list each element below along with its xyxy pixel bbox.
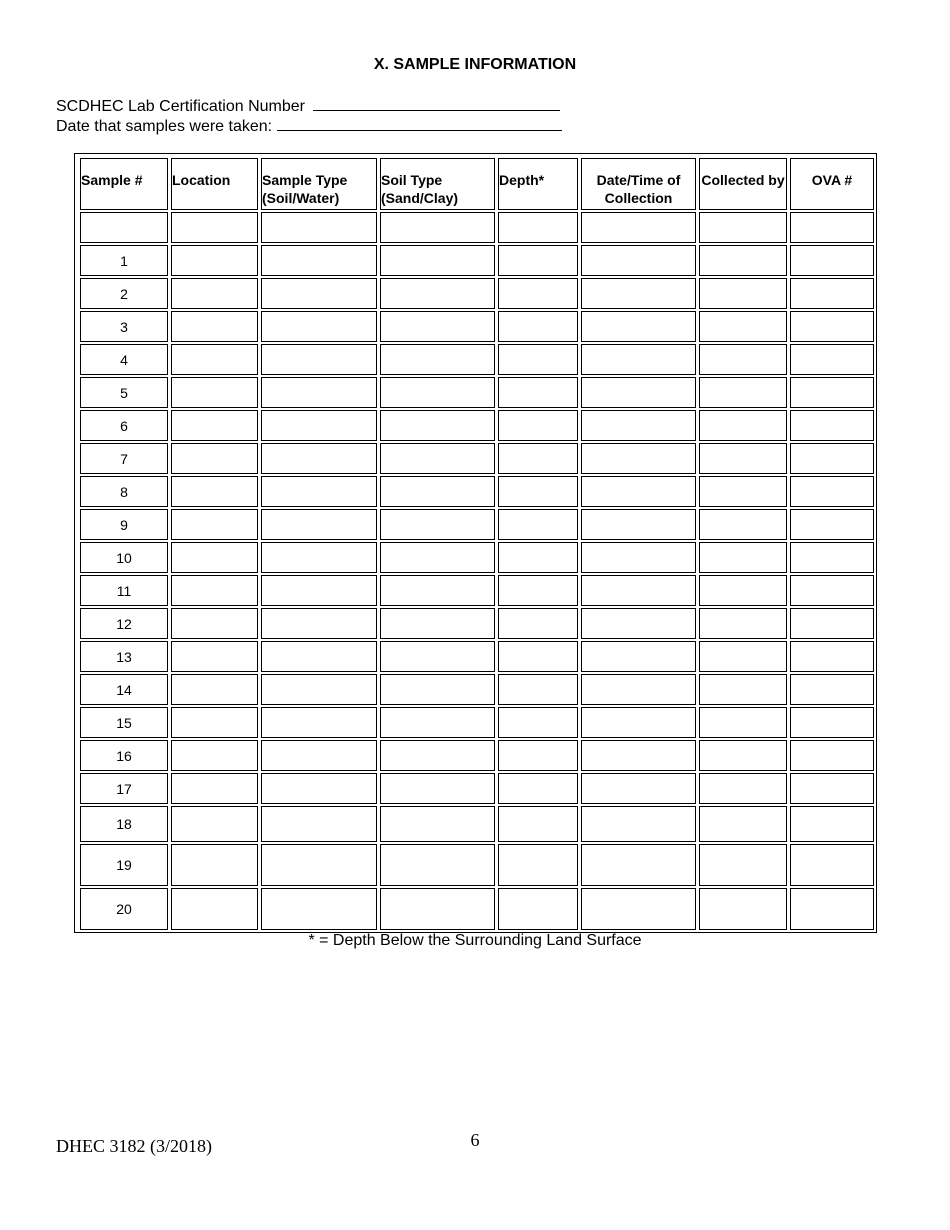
soil-type-cell[interactable] [380, 443, 495, 474]
ova-cell[interactable] [790, 707, 874, 738]
depth-cell[interactable] [498, 542, 578, 573]
collected-by-cell[interactable] [699, 377, 787, 408]
table-row [80, 888, 874, 930]
sample-number-cell[interactable]: 6 [80, 410, 168, 441]
depth-cell[interactable] [498, 509, 578, 540]
sample-type-cell[interactable] [261, 740, 377, 771]
soil-type-cell[interactable] [380, 410, 495, 441]
sample-type-cell[interactable] [261, 806, 377, 842]
ova-cell[interactable] [790, 509, 874, 540]
location-cell[interactable] [171, 212, 258, 243]
ova-cell[interactable] [790, 806, 874, 842]
sample-type-cell[interactable] [261, 278, 377, 309]
location-cell[interactable] [171, 311, 258, 342]
datetime-cell[interactable] [581, 476, 696, 507]
location-cell[interactable] [171, 443, 258, 474]
location-cell[interactable] [171, 844, 258, 886]
sample-number-cell[interactable]: 2 [80, 278, 168, 309]
sample-table-frame [74, 153, 877, 933]
depth-footnote: * = Depth Below the Surrounding Land Surface [308, 932, 642, 949]
location-cell[interactable] [171, 245, 258, 276]
collected-by-cell[interactable] [699, 806, 787, 842]
cert-number-blank[interactable] [313, 95, 560, 111]
depth-cell[interactable] [498, 608, 578, 639]
header-sample: Sample # [80, 158, 168, 210]
sample-date-label: Date that samples were taken: [56, 118, 273, 135]
datetime-cell[interactable] [581, 377, 696, 408]
soil-type-cell[interactable] [380, 377, 495, 408]
soil-type-cell[interactable] [380, 542, 495, 573]
sample-type-cell[interactable] [261, 476, 377, 507]
sample-type-cell[interactable] [261, 888, 377, 930]
depth-cell[interactable] [498, 476, 578, 507]
table-row [80, 245, 874, 276]
header-depth: Depth* [498, 158, 578, 210]
datetime-cell[interactable] [581, 410, 696, 441]
sample-type-cell[interactable] [261, 212, 377, 243]
datetime-cell[interactable] [581, 278, 696, 309]
ova-cell[interactable] [790, 245, 874, 276]
sample-type-cell[interactable] [261, 509, 377, 540]
ova-cell[interactable] [790, 476, 874, 507]
depth-cell[interactable] [498, 740, 578, 771]
location-cell[interactable] [171, 476, 258, 507]
sample-type-cell[interactable] [261, 344, 377, 375]
soil-type-cell[interactable] [380, 806, 495, 842]
location-cell[interactable] [171, 344, 258, 375]
soil-type-cell[interactable] [380, 674, 495, 705]
soil-type-cell[interactable] [380, 311, 495, 342]
table-row [80, 674, 874, 705]
collected-by-cell[interactable] [699, 674, 787, 705]
page-number: 6 [470, 1130, 480, 1150]
table-row [80, 509, 874, 540]
sample-type-cell[interactable] [261, 542, 377, 573]
ova-cell[interactable] [790, 410, 874, 441]
sample-type-cell[interactable] [261, 844, 377, 886]
ova-cell[interactable] [790, 212, 874, 243]
soil-type-cell[interactable] [380, 608, 495, 639]
sample-type-cell[interactable] [261, 311, 377, 342]
depth-cell[interactable] [498, 344, 578, 375]
depth-cell[interactable] [498, 844, 578, 886]
datetime-cell[interactable] [581, 806, 696, 842]
depth-cell[interactable] [498, 806, 578, 842]
datetime-cell[interactable] [581, 844, 696, 886]
collected-by-cell[interactable] [699, 740, 787, 771]
location-cell[interactable] [171, 641, 258, 672]
sample-table [77, 156, 877, 932]
soil-type-cell[interactable] [380, 844, 495, 886]
table-row [80, 740, 874, 771]
soil-type-cell[interactable] [380, 773, 495, 804]
soil-type-cell[interactable] [380, 575, 495, 606]
table-row [80, 707, 874, 738]
table-row [80, 575, 874, 606]
collected-by-cell[interactable] [699, 707, 787, 738]
ova-cell[interactable] [790, 608, 874, 639]
soil-type-cell[interactable] [380, 707, 495, 738]
soil-type-cell[interactable] [380, 344, 495, 375]
collected-by-cell[interactable] [699, 443, 787, 474]
location-cell[interactable] [171, 575, 258, 606]
soil-type-cell[interactable] [380, 212, 495, 243]
location-cell[interactable] [171, 888, 258, 930]
depth-cell[interactable] [498, 311, 578, 342]
datetime-cell[interactable] [581, 707, 696, 738]
datetime-cell[interactable] [581, 773, 696, 804]
soil-type-cell[interactable] [380, 888, 495, 930]
ova-cell[interactable] [790, 542, 874, 573]
depth-cell[interactable] [498, 377, 578, 408]
sample-number-cell[interactable]: 20 [80, 888, 168, 930]
table-row [80, 542, 874, 573]
datetime-cell[interactable] [581, 608, 696, 639]
sample-number-cell[interactable]: 13 [80, 641, 168, 672]
collected-by-cell[interactable] [699, 575, 787, 606]
location-cell[interactable] [171, 278, 258, 309]
sample-number-cell[interactable]: 12 [80, 608, 168, 639]
depth-cell[interactable] [498, 641, 578, 672]
sample-number-cell[interactable]: 5 [80, 377, 168, 408]
form-id: DHEC 3182 (3/2018) [56, 1136, 212, 1156]
ova-cell[interactable] [790, 773, 874, 804]
collected-by-cell[interactable] [699, 888, 787, 930]
ova-cell[interactable] [790, 674, 874, 705]
sample-date-field [56, 115, 562, 137]
sample-number-cell[interactable]: 3 [80, 311, 168, 342]
location-cell[interactable] [171, 608, 258, 639]
sample-number-cell[interactable]: 19 [80, 844, 168, 886]
sample-type-cell[interactable] [261, 707, 377, 738]
soil-type-cell[interactable] [380, 245, 495, 276]
ova-cell[interactable] [790, 888, 874, 930]
depth-cell[interactable] [498, 410, 578, 441]
collected-by-cell[interactable] [699, 410, 787, 441]
datetime-cell[interactable] [581, 443, 696, 474]
sample-type-cell[interactable] [261, 575, 377, 606]
ova-cell[interactable] [790, 344, 874, 375]
datetime-cell[interactable] [581, 575, 696, 606]
header-ova: OVA # [790, 158, 874, 210]
datetime-cell[interactable] [581, 344, 696, 375]
ova-cell[interactable] [790, 641, 874, 672]
location-cell[interactable] [171, 542, 258, 573]
depth-cell[interactable] [498, 674, 578, 705]
collected-by-cell[interactable] [699, 212, 787, 243]
datetime-cell[interactable] [581, 245, 696, 276]
depth-cell[interactable] [498, 575, 578, 606]
header-soil-type: Soil Type (Sand/Clay) [380, 158, 495, 210]
datetime-cell[interactable] [581, 641, 696, 672]
collected-by-cell[interactable] [699, 344, 787, 375]
ova-cell[interactable] [790, 278, 874, 309]
table-row [80, 443, 874, 474]
collected-by-cell[interactable] [699, 844, 787, 886]
soil-type-cell[interactable] [380, 278, 495, 309]
header-sample-type: Sample Type (Soil/Water) [261, 158, 377, 210]
ova-cell[interactable] [790, 443, 874, 474]
sample-type-cell[interactable] [261, 410, 377, 441]
table-row [80, 608, 874, 639]
sample-number-cell[interactable]: 4 [80, 344, 168, 375]
location-cell[interactable] [171, 740, 258, 771]
collected-by-cell[interactable] [699, 773, 787, 804]
ova-cell[interactable] [790, 844, 874, 886]
depth-cell[interactable] [498, 212, 578, 243]
sample-number-cell[interactable]: 9 [80, 509, 168, 540]
sample-number-cell[interactable]: 17 [80, 773, 168, 804]
collected-by-cell[interactable] [699, 641, 787, 672]
collected-by-cell[interactable] [699, 245, 787, 276]
collected-by-cell[interactable] [699, 542, 787, 573]
sample-type-cell[interactable] [261, 443, 377, 474]
datetime-cell[interactable] [581, 509, 696, 540]
table-row [80, 278, 874, 309]
collected-by-cell[interactable] [699, 509, 787, 540]
soil-type-cell[interactable] [380, 641, 495, 672]
ova-cell[interactable] [790, 377, 874, 408]
soil-type-cell[interactable] [380, 509, 495, 540]
header-datetime: Date/Time of Collection [581, 158, 696, 210]
table-row [80, 476, 874, 507]
collected-by-cell[interactable] [699, 608, 787, 639]
sample-number-cell[interactable]: 14 [80, 674, 168, 705]
table-row [80, 410, 874, 441]
sample-type-cell[interactable] [261, 245, 377, 276]
sample-number-cell[interactable]: 7 [80, 443, 168, 474]
sample-type-cell[interactable] [261, 773, 377, 804]
sample-type-cell[interactable] [261, 377, 377, 408]
soil-type-cell[interactable] [380, 476, 495, 507]
table-row [80, 344, 874, 375]
datetime-cell[interactable] [581, 311, 696, 342]
ova-cell[interactable] [790, 575, 874, 606]
datetime-cell[interactable] [581, 888, 696, 930]
table-row [80, 377, 874, 408]
table-row [80, 773, 874, 804]
table-row [80, 212, 874, 243]
table-row [80, 844, 874, 886]
sample-date-blank[interactable] [277, 115, 562, 131]
collected-by-cell[interactable] [699, 476, 787, 507]
location-cell[interactable] [171, 410, 258, 441]
table-row [80, 311, 874, 342]
cert-number-field [56, 95, 560, 117]
depth-cell[interactable] [498, 707, 578, 738]
sample-type-cell[interactable] [261, 641, 377, 672]
depth-cell[interactable] [498, 888, 578, 930]
sample-type-cell[interactable] [261, 608, 377, 639]
depth-cell[interactable] [498, 443, 578, 474]
datetime-cell[interactable] [581, 740, 696, 771]
page-title: X. SAMPLE INFORMATION [373, 56, 577, 73]
sample-number-cell[interactable]: 15 [80, 707, 168, 738]
sample-number-cell[interactable]: 8 [80, 476, 168, 507]
ova-cell[interactable] [790, 311, 874, 342]
location-cell[interactable] [171, 806, 258, 842]
header-row [80, 158, 874, 210]
depth-cell[interactable] [498, 773, 578, 804]
location-cell[interactable] [171, 773, 258, 804]
sample-number-cell[interactable] [80, 212, 168, 243]
ova-cell[interactable] [790, 740, 874, 771]
sample-number-cell[interactable]: 16 [80, 740, 168, 771]
sample-number-cell[interactable]: 1 [80, 245, 168, 276]
location-cell[interactable] [171, 674, 258, 705]
depth-cell[interactable] [498, 278, 578, 309]
cert-number-label: SCDHEC Lab Certification Number [56, 98, 305, 115]
sample-number-cell[interactable]: 18 [80, 806, 168, 842]
datetime-cell[interactable] [581, 212, 696, 243]
sample-number-cell[interactable]: 11 [80, 575, 168, 606]
location-cell[interactable] [171, 377, 258, 408]
location-cell[interactable] [171, 707, 258, 738]
depth-cell[interactable] [498, 245, 578, 276]
location-cell[interactable] [171, 509, 258, 540]
table-row [80, 641, 874, 672]
collected-by-cell[interactable] [699, 278, 787, 309]
datetime-cell[interactable] [581, 542, 696, 573]
header-location: Location [171, 158, 258, 210]
header-collected-by: Collected by [699, 158, 787, 210]
sample-number-cell[interactable]: 10 [80, 542, 168, 573]
datetime-cell[interactable] [581, 674, 696, 705]
soil-type-cell[interactable] [380, 740, 495, 771]
collected-by-cell[interactable] [699, 311, 787, 342]
sample-type-cell[interactable] [261, 674, 377, 705]
table-row [80, 806, 874, 842]
